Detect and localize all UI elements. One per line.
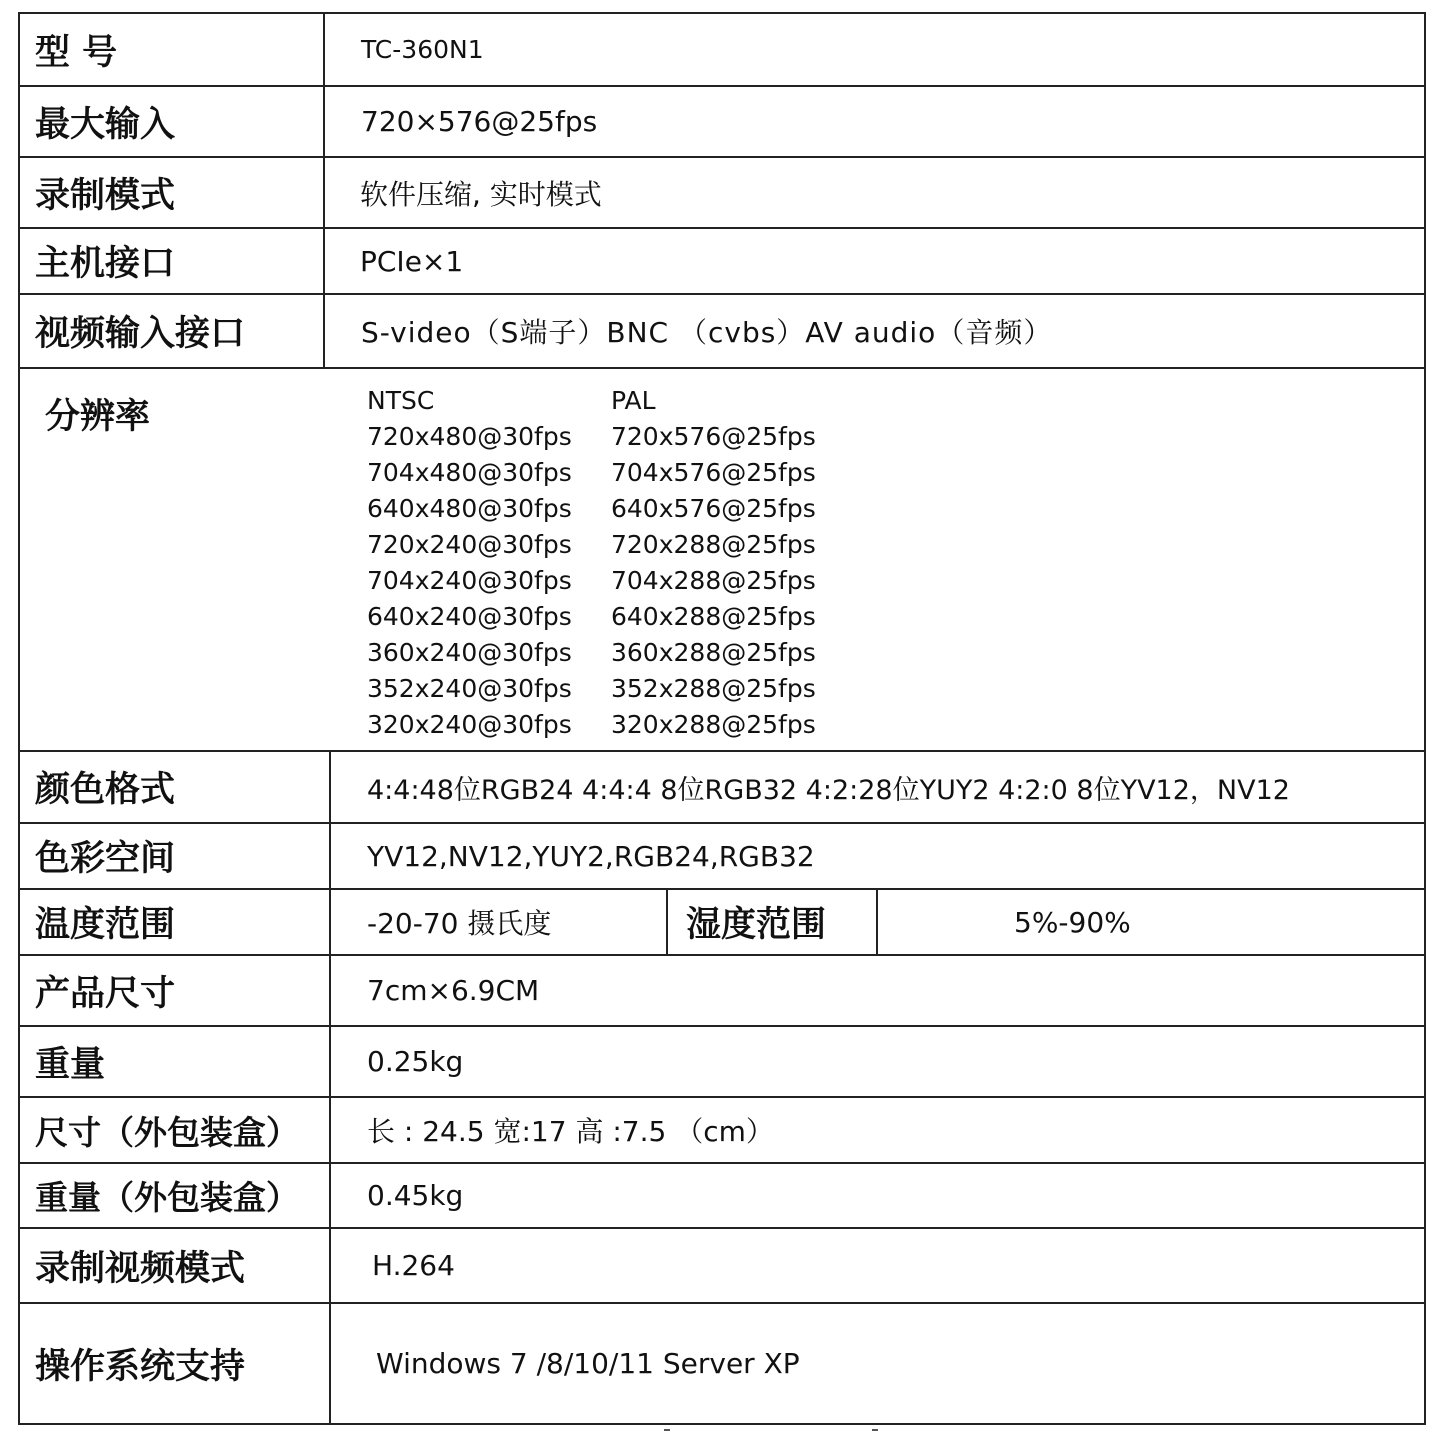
row-record-mode bbox=[20, 158, 1424, 229]
row-model bbox=[20, 14, 1424, 87]
label-temperature: 温度范围 bbox=[20, 890, 331, 954]
pal-item: 640x288@25fps bbox=[611, 602, 816, 631]
value-video-interface: S-video（S端子）BNC （cvbs）AV audio（音频） bbox=[361, 316, 1053, 349]
row-weight bbox=[20, 1027, 1424, 1098]
ntsc-item: 720x240@30fps bbox=[367, 530, 572, 559]
row-box-weight bbox=[20, 1164, 1424, 1229]
label-color-format: 颜色格式 bbox=[20, 752, 331, 822]
ntsc-column bbox=[367, 383, 572, 743]
ntsc-item: 704x240@30fps bbox=[367, 566, 572, 595]
pal-item: 360x288@25fps bbox=[611, 638, 816, 667]
ntsc-item: 704x480@30fps bbox=[367, 458, 572, 487]
pal-item: 640x576@25fps bbox=[611, 494, 816, 523]
ntsc-item: 352x240@30fps bbox=[367, 674, 572, 703]
label-video-codec: 录制视频模式 bbox=[20, 1229, 331, 1302]
row-box-size bbox=[20, 1098, 1424, 1164]
label-record-mode: 录制模式 bbox=[20, 158, 325, 227]
label-humidity: 湿度范围 bbox=[666, 890, 878, 954]
pal-item: 352x288@25fps bbox=[611, 674, 816, 703]
value-os-support: Windows 7 /8/10/11 Server XP bbox=[376, 1347, 800, 1380]
row-host-interface bbox=[20, 229, 1424, 295]
label-weight: 重量 bbox=[20, 1027, 331, 1096]
pal-header: PAL bbox=[611, 386, 656, 415]
label-max-input: 最大输入 bbox=[20, 87, 325, 156]
row-color-format bbox=[20, 752, 1424, 824]
pal-item: 320x288@25fps bbox=[611, 710, 816, 739]
value-box-weight: 0.45kg bbox=[367, 1179, 464, 1212]
ntsc-item: 720x480@30fps bbox=[367, 422, 572, 451]
label-resolution: 分辨率 bbox=[45, 397, 151, 437]
label-video-interface: 视频输入接口 bbox=[20, 295, 325, 367]
value-color-space: YV12,NV12,YUY2,RGB24,RGB32 bbox=[367, 839, 815, 873]
row-video-codec bbox=[20, 1229, 1424, 1304]
pal-item: 720x288@25fps bbox=[611, 530, 816, 559]
label-os-support: 操作系统支持 bbox=[20, 1304, 331, 1423]
value-host-interface: PCIe×1 bbox=[360, 244, 464, 278]
row-os-support bbox=[20, 1304, 1424, 1423]
value-weight: 0.25kg bbox=[367, 1045, 464, 1078]
value-box-size: 长 : 24.5 宽:17 高 :7.5 （cm） bbox=[367, 1115, 774, 1148]
cropped-mark bbox=[872, 1429, 878, 1437]
pal-item: 704x576@25fps bbox=[611, 458, 816, 487]
cropped-mark bbox=[664, 1429, 670, 1437]
value-temperature: -20-70 摄氏度 bbox=[367, 907, 552, 940]
row-temperature bbox=[20, 890, 1424, 956]
label-box-size: 尺寸（外包装盒） bbox=[20, 1098, 331, 1162]
row-resolution bbox=[20, 369, 1424, 752]
value-model: TC-360N1 bbox=[361, 35, 484, 64]
pal-column bbox=[611, 383, 816, 743]
ntsc-item: 640x240@30fps bbox=[367, 602, 572, 631]
value-humidity: 5%-90% bbox=[1014, 905, 1131, 939]
value-video-codec: H.264 bbox=[372, 1249, 455, 1282]
value-max-input: 720×576@25fps bbox=[361, 105, 598, 138]
spec-table bbox=[18, 12, 1426, 1425]
label-box-weight: 重量（外包装盒） bbox=[20, 1164, 331, 1227]
row-product-size bbox=[20, 956, 1424, 1027]
cropped-marks bbox=[660, 1429, 880, 1440]
label-host-interface: 主机接口 bbox=[20, 229, 325, 293]
ntsc-header: NTSC bbox=[367, 386, 435, 415]
label-color-space: 色彩空间 bbox=[20, 824, 331, 888]
label-model: 型 号 bbox=[20, 14, 325, 85]
value-color-format: 4:4:48位RGB24 4:4:4 8位RGB32 4:2:28位YUY2 4:2:0 8位YV12，NV12 bbox=[367, 774, 1290, 806]
row-video-interface bbox=[20, 295, 1424, 369]
ntsc-item: 360x240@30fps bbox=[367, 638, 572, 667]
row-max-input bbox=[20, 87, 1424, 158]
row-color-space bbox=[20, 824, 1424, 890]
pal-item: 704x288@25fps bbox=[611, 566, 816, 595]
value-record-mode: 软件压缩, 实时模式 bbox=[360, 177, 602, 211]
ntsc-item: 320x240@30fps bbox=[367, 710, 572, 739]
pal-item: 720x576@25fps bbox=[611, 422, 816, 451]
value-product-size: 7cm×6.9CM bbox=[367, 974, 540, 1007]
ntsc-item: 640x480@30fps bbox=[367, 494, 572, 523]
label-product-size: 产品尺寸 bbox=[20, 956, 331, 1025]
